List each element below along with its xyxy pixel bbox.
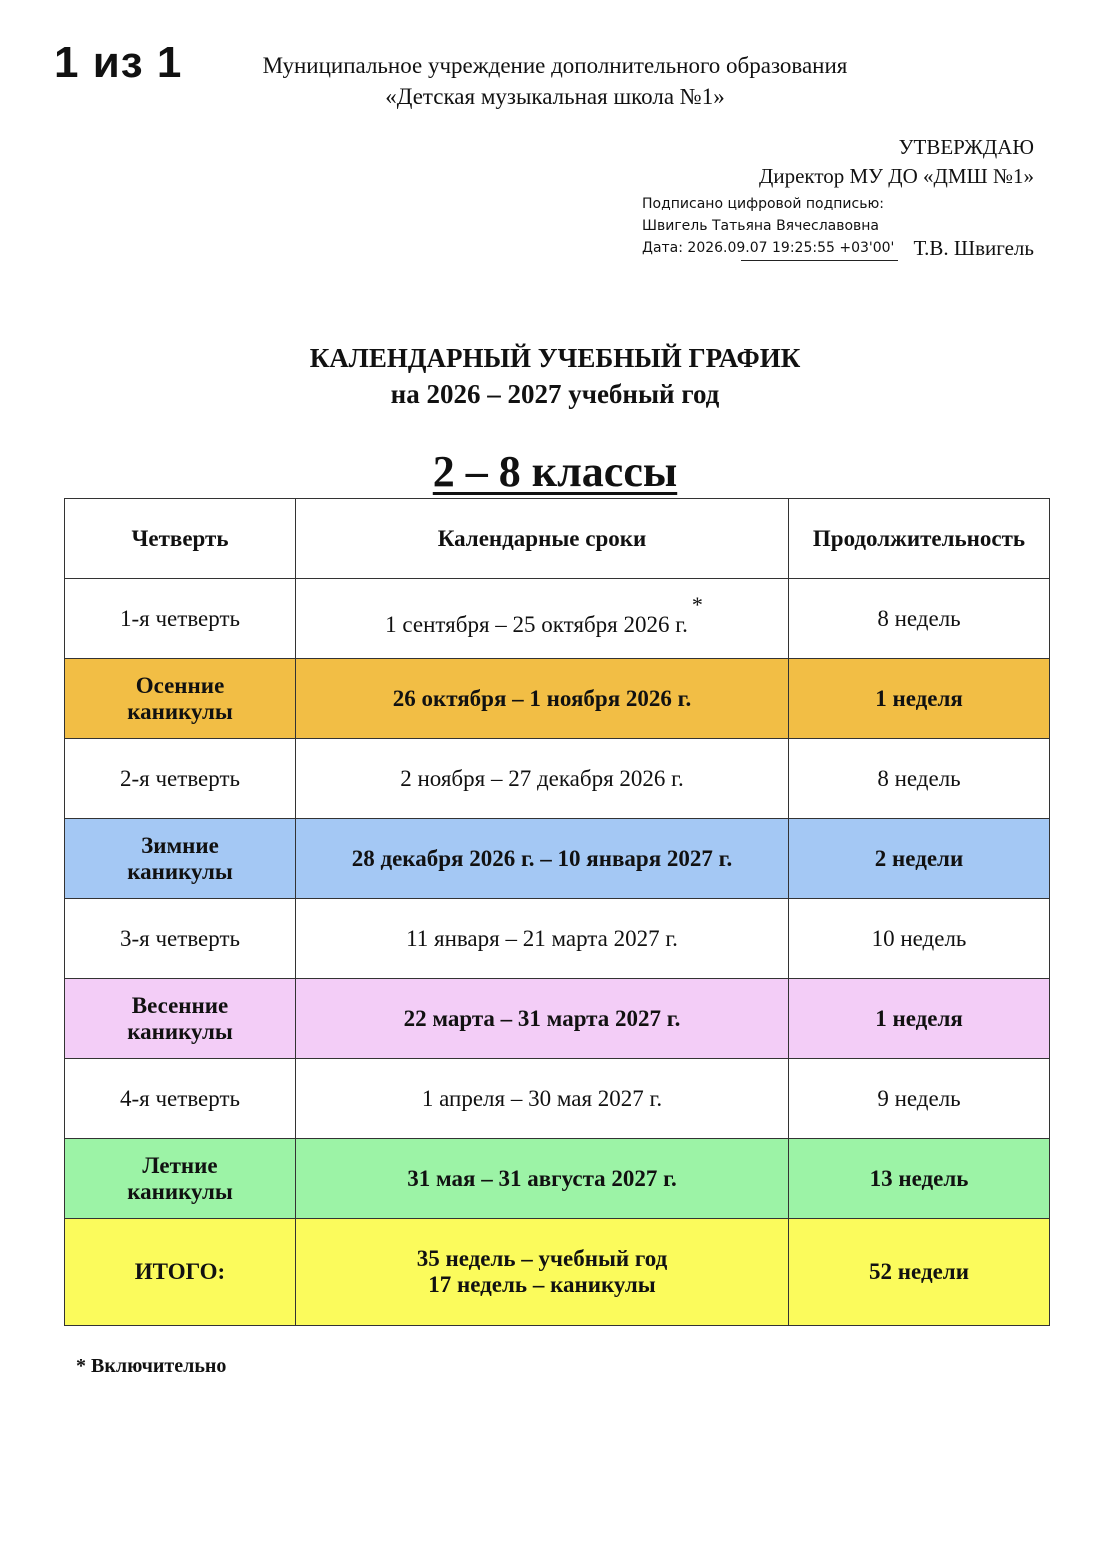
dates-cell: 22 марта – 31 марта 2027 г. — [296, 979, 789, 1059]
period-cell — [65, 819, 296, 899]
table-row-total — [65, 1219, 1050, 1326]
dates-cell: 26 октября – 1 ноября 2026 г. — [296, 659, 789, 739]
total-summary-cell — [296, 1219, 789, 1326]
org-line-1: Муниципальное учреждение дополнительного образования — [262, 53, 848, 78]
header-period: Четверть — [65, 499, 296, 579]
period-cell: 2-я четверть — [65, 739, 296, 819]
schedule-table — [64, 498, 1050, 1326]
period-line-1: Зимние — [141, 832, 219, 858]
period-cell — [65, 659, 296, 739]
digital-signature — [642, 193, 894, 259]
duration-cell: 8 недель — [789, 739, 1050, 819]
approval-block — [759, 133, 1034, 191]
total-duration-cell: 52 недели — [789, 1219, 1050, 1326]
org-line-2: «Детская музыкальная школа №1» — [385, 84, 725, 109]
table-row-spring-holidays — [65, 979, 1050, 1059]
period-line-1: Весенние — [131, 992, 229, 1018]
table-row-summer-holidays — [65, 1139, 1050, 1219]
table-row-quarter-4 — [65, 1059, 1050, 1139]
dates-cell: 31 мая – 31 августа 2027 г. — [296, 1139, 789, 1219]
organization-name — [205, 50, 905, 112]
total-summary-line-2: 17 недель – каникулы — [428, 1272, 656, 1297]
total-label-cell: ИТОГО: — [65, 1219, 296, 1326]
signature-underline — [741, 260, 898, 261]
dates-cell — [296, 579, 789, 659]
title-line-2: на 2026 – 2027 учебный год — [390, 379, 720, 409]
table-row-autumn-holidays — [65, 659, 1050, 739]
table-header-row — [65, 499, 1050, 579]
title-line-1: КАЛЕНДАРНЫЙ УЧЕБНЫЙ ГРАФИК — [309, 343, 801, 373]
header-dates: Календарные сроки — [296, 499, 789, 579]
duration-cell: 1 неделя — [789, 659, 1050, 739]
table-row-quarter-3 — [65, 899, 1050, 979]
period-line-2: каникулы — [127, 698, 233, 724]
duration-cell: 10 недель — [789, 899, 1050, 979]
asterisk-marker: * — [691, 591, 703, 617]
period-line-2: каникулы — [127, 1178, 233, 1204]
dates-cell: 1 апреля – 30 мая 2027 г. — [296, 1059, 789, 1139]
signature-line-2: Швигель Татьяна Вячеславовна — [642, 218, 880, 234]
period-line-2: каникулы — [127, 858, 233, 884]
director-position: Директор МУ ДО «ДМШ №1» — [759, 164, 1034, 188]
period-cell: 4-я четверть — [65, 1059, 296, 1139]
duration-cell: 13 недель — [789, 1139, 1050, 1219]
duration-cell: 2 недели — [789, 819, 1050, 899]
duration-cell: 8 недель — [789, 579, 1050, 659]
dates-cell: 28 декабря 2026 г. – 10 января 2027 г. — [296, 819, 789, 899]
approve-label: УТВЕРЖДАЮ — [898, 135, 1034, 159]
period-line-1: Летние — [142, 1152, 218, 1178]
period-line-1: Осенние — [135, 672, 225, 698]
table-row-winter-holidays — [65, 819, 1050, 899]
document-title — [0, 340, 1104, 412]
grade-range-text: 2 – 8 классы — [432, 447, 678, 496]
duration-cell: 1 неделя — [789, 979, 1050, 1059]
period-cell: 1-я четверть — [65, 579, 296, 659]
table-row-quarter-2 — [65, 739, 1050, 819]
header-duration: Продолжительность — [789, 499, 1050, 579]
period-cell — [65, 1139, 296, 1219]
grade-range — [0, 446, 1104, 497]
total-summary-line-1: 35 недель – учебный год — [416, 1246, 668, 1271]
signature-line-3: Дата: 2026.09.07 19:25:55 +03'00' — [642, 240, 895, 256]
dates-cell: 11 января – 21 марта 2027 г. — [296, 899, 789, 979]
period-cell — [65, 979, 296, 1059]
dates-cell: 2 ноября – 27 декабря 2026 г. — [296, 739, 789, 819]
period-line-2: каникулы — [127, 1018, 233, 1044]
period-cell: 3-я четверть — [65, 899, 296, 979]
signature-line-1: Подписано цифровой подписью: — [642, 196, 884, 212]
signer-name: Т.В. Швигель — [913, 236, 1034, 260]
duration-cell: 9 недель — [789, 1059, 1050, 1139]
table-row-quarter-1 — [65, 579, 1050, 659]
page-counter: 1 из 1 — [54, 38, 183, 87]
dates-text: 1 сентября – 25 октября 2026 г. — [385, 611, 688, 637]
footnote: * Включительно — [76, 1355, 227, 1377]
